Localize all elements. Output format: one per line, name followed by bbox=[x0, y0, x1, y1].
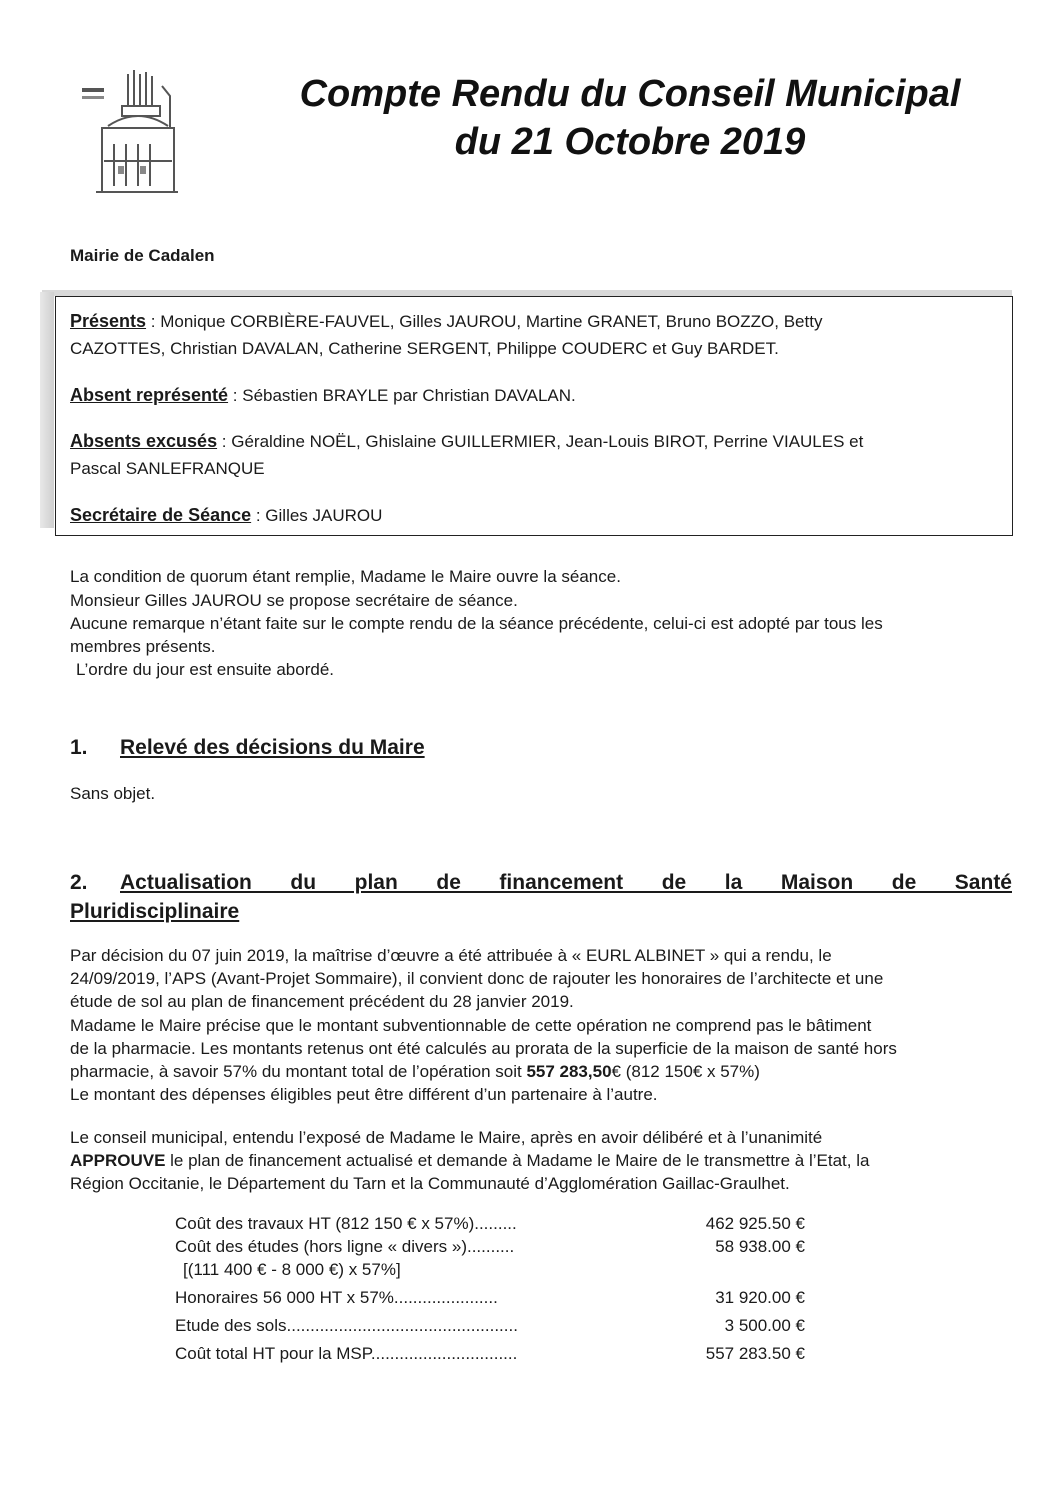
section-2-title-line-1: Actualisation du plan de financement de la Maison de Santé bbox=[120, 871, 1012, 894]
excuses-line bbox=[70, 428, 1005, 455]
s2-p2-line-2: de la pharmacie. Les montants retenus ont été calculés au prorata de la superficie de la maison de santé hors bbox=[70, 1039, 897, 1058]
box-shadow-left bbox=[40, 292, 54, 528]
s2-p3-line-2b: le plan de financement actualisé et demande à Madame le Maire de le transmettre à l’Etat, la bbox=[165, 1151, 870, 1170]
cost-label: Coût des études (hors ligne « divers »).......... bbox=[175, 1237, 515, 1256]
cost-label: [(111 400 € - 8 000 €) x 57%] bbox=[183, 1260, 401, 1279]
intro-line-3: Aucune remarque n’étant faite sur le compte rendu de la séance précédente, celui-ci est adopté par tous les bbox=[70, 614, 883, 633]
s2-p3-line-3: Région Occitanie, le Département du Tarn et la Communauté d’Agglomération Gaillac-Graulhet. bbox=[70, 1174, 790, 1193]
excuses-line-2: Pascal SANLEFRANQUE bbox=[70, 459, 265, 478]
cost-value: 31 920.00 € bbox=[715, 1288, 805, 1307]
s2-p1-line-2: 24/09/2019, l’APS (Avant-Projet Sommaire), il convient donc de rajouter les honoraires de l’architecte et une bbox=[70, 969, 884, 988]
s2-p3-line-1: Le conseil municipal, entendu l’exposé de Madame le Maire, après en avoir délibéré et à l’unanimité bbox=[70, 1128, 823, 1147]
cost-value: 557 283.50 € bbox=[705, 1344, 805, 1363]
intro-line-5: L’ordre du jour est ensuite abordé. bbox=[76, 660, 335, 679]
document-title bbox=[230, 70, 1030, 166]
s2-p2-line-4: Le montant des dépenses éligibles peut être différent d’un partenaire à l’autre. bbox=[70, 1085, 658, 1104]
s2-p2-line-3c: € (812 150€ x 57%) bbox=[611, 1062, 760, 1081]
cost-label: Coût des travaux HT (812 150 € x 57%)......... bbox=[175, 1214, 517, 1233]
s2-p2-line-3a: pharmacie, à savoir 57% du montant total de l’opération soit bbox=[70, 1062, 527, 1081]
approuve-word: APPROUVE bbox=[70, 1151, 166, 1170]
intro-line-2: Monsieur Gilles JAUROU se propose secrétaire de séance. bbox=[70, 591, 518, 610]
s2-p1-line-3: étude de sol au plan de financement précédent du 28 janvier 2019. bbox=[70, 992, 574, 1011]
cost-value: 58 938.00 € bbox=[715, 1237, 805, 1256]
cost-value: 3 500.00 € bbox=[724, 1316, 805, 1335]
section-1-body: Sans objet. bbox=[70, 784, 156, 803]
section-1-number: 1. bbox=[70, 736, 88, 759]
title-line-2: du 21 Octobre 2019 bbox=[454, 121, 806, 163]
secretaire-line bbox=[70, 502, 1005, 529]
cost-label: Etude des sols................................................. bbox=[175, 1316, 518, 1335]
section-2-heading-line-2 bbox=[70, 897, 1012, 927]
s2-p3-line-2 bbox=[70, 1149, 1012, 1173]
presents-text: : Monique CORBIÈRE-FAUVEL, Gilles JAUROU, Martine GRANET, Bruno BOZZO, Betty bbox=[146, 312, 823, 331]
section-2-heading bbox=[70, 868, 1012, 898]
s2-p2-line-1: Madame le Maire précise que le montant subventionnable de cette opération ne comprend pas le bâtiment bbox=[70, 1016, 872, 1035]
secretaire-text: : Gilles JAUROU bbox=[251, 506, 383, 525]
intro-line-4: membres présents. bbox=[70, 637, 216, 656]
section-1-heading bbox=[70, 733, 1012, 763]
section-2-title-line-2: Pluridisciplinaire bbox=[70, 900, 240, 923]
excuses-text: : Géraldine NOËL, Ghislaine GUILLERMIER, Jean-Louis BIROT, Perrine VIAULES et bbox=[217, 432, 864, 451]
absent-label: Absent représenté bbox=[70, 385, 229, 405]
cost-label: Honoraires 56 000 HT x 57%...................... bbox=[175, 1288, 498, 1307]
section-2-number: 2. bbox=[70, 871, 88, 894]
cost-value: 462 925.50 € bbox=[705, 1214, 805, 1233]
intro-line-1: La condition de quorum étant remplie, Madame le Maire ouvre la séance. bbox=[70, 567, 621, 586]
s2-p1-line-1: Par décision du 07 juin 2019, la maîtrise d’œuvre a été attribuée à « EURL ALBINET » qui a rendu, le bbox=[70, 946, 832, 965]
presents-label: Présents bbox=[70, 311, 147, 331]
s2-amount: 557 283,50 bbox=[526, 1062, 612, 1081]
absent-text: : Sébastien BRAYLE par Christian DAVALAN. bbox=[228, 386, 576, 405]
secretaire-label: Secrétaire de Séance bbox=[70, 505, 252, 525]
church-logo-icon bbox=[78, 66, 188, 200]
section-1-title: Relevé des décisions du Maire bbox=[120, 736, 425, 759]
excuses-label: Absents excusés bbox=[70, 431, 218, 451]
s2-p2-line-3 bbox=[70, 1060, 1012, 1084]
presents-line bbox=[70, 308, 1005, 335]
absent-line bbox=[70, 382, 1005, 409]
mairie-name: Mairie de Cadalen bbox=[70, 246, 215, 265]
presents-line-2: CAZOTTES, Christian DAVALAN, Catherine SERGENT, Philippe COUDERC et Guy BARDET. bbox=[70, 339, 779, 358]
cost-label: Coût total HT pour la MSP............................... bbox=[175, 1344, 518, 1363]
title-line-1: Compte Rendu du Conseil Municipal bbox=[299, 73, 961, 115]
